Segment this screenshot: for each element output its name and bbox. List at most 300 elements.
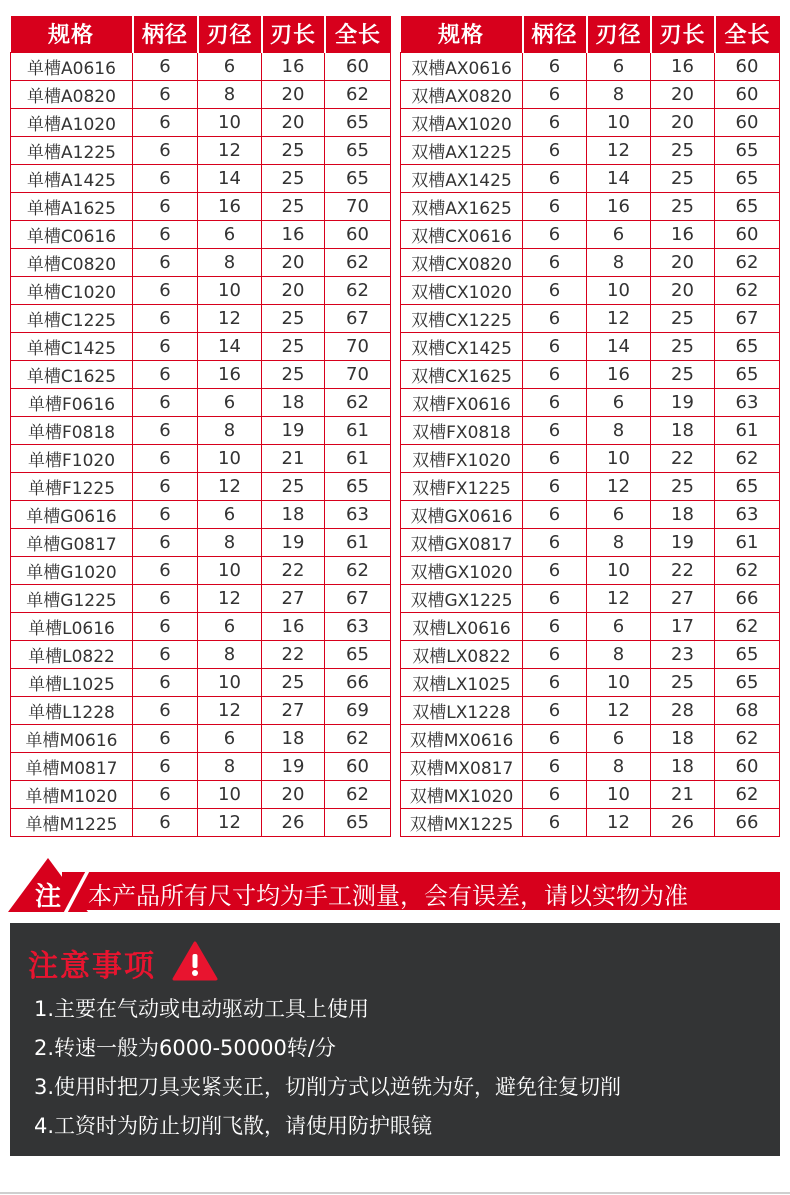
spec-cell: 双槽AX1020 xyxy=(401,108,523,136)
shank-diameter-cell: 6 xyxy=(523,164,587,192)
spec-cell: 双槽CX0616 xyxy=(401,220,523,248)
blade-diameter-cell: 10 xyxy=(198,556,262,584)
caution-item: 2.转速一般为6000-50000转/分 xyxy=(34,1036,336,1060)
total-length-cell: 62 xyxy=(715,612,780,640)
spec-cell: 双槽LX0822 xyxy=(401,640,523,668)
note-text: 本产品所有尺寸均为手工测量，会有误差，请以实物为准 xyxy=(88,882,688,910)
total-length-cell: 61 xyxy=(715,528,780,556)
shank-diameter-cell: 6 xyxy=(133,808,198,836)
table-row xyxy=(401,556,780,584)
total-length-cell: 62 xyxy=(325,388,391,416)
shank-diameter-cell: 6 xyxy=(133,164,198,192)
blade-length-cell: 25 xyxy=(651,360,715,388)
blade-diameter-cell: 14 xyxy=(198,332,262,360)
shank-diameter-cell: 6 xyxy=(133,220,198,248)
spec-cell: 双槽GX1020 xyxy=(401,556,523,584)
table-row xyxy=(401,696,780,724)
table-row xyxy=(11,136,391,164)
blade-diameter-cell: 10 xyxy=(587,556,651,584)
shank-diameter-cell: 6 xyxy=(133,584,198,612)
total-length-cell: 65 xyxy=(715,668,780,696)
blade-length-cell: 20 xyxy=(262,80,325,108)
table-row xyxy=(401,220,780,248)
spec-cell: 双槽FX0818 xyxy=(401,416,523,444)
shank-diameter-cell: 6 xyxy=(523,444,587,472)
blade-length-cell: 25 xyxy=(651,668,715,696)
table-row xyxy=(11,472,391,500)
table-row xyxy=(11,724,391,752)
shank-diameter-cell: 6 xyxy=(133,304,198,332)
total-length-cell: 60 xyxy=(325,752,391,780)
total-length-cell: 60 xyxy=(715,108,780,136)
table-row xyxy=(11,388,391,416)
total-length-cell: 63 xyxy=(715,388,780,416)
total-length-cell: 66 xyxy=(715,584,780,612)
caution-item: 1.主要在气动或电动驱动工具上使用 xyxy=(34,997,370,1021)
spec-cell: 双槽CX1225 xyxy=(401,304,523,332)
table-row xyxy=(401,192,780,220)
spec-cell: 单槽C0820 xyxy=(11,248,133,276)
shank-diameter-cell: 6 xyxy=(523,80,587,108)
blade-diameter-cell: 8 xyxy=(587,80,651,108)
blade-length-cell: 21 xyxy=(651,780,715,808)
spec-cell: 双槽LX0616 xyxy=(401,612,523,640)
table-row xyxy=(11,360,391,388)
spec-cell: 双槽GX0616 xyxy=(401,500,523,528)
blade-length-cell: 18 xyxy=(651,752,715,780)
caution-panel xyxy=(10,923,780,1156)
blade-diameter-cell: 12 xyxy=(198,696,262,724)
table-row xyxy=(11,584,391,612)
blade-diameter-cell: 8 xyxy=(198,248,262,276)
total-length-cell: 62 xyxy=(325,724,391,752)
blade-diameter-cell: 12 xyxy=(198,584,262,612)
table-row xyxy=(11,780,391,808)
shank-diameter-cell: 6 xyxy=(133,556,198,584)
total-length-cell: 60 xyxy=(715,80,780,108)
table-row xyxy=(11,612,391,640)
shank-diameter-cell: 6 xyxy=(133,752,198,780)
caution-title: 注意事项 xyxy=(28,949,156,984)
blade-diameter-cell: 8 xyxy=(198,80,262,108)
header-spec: 规格 xyxy=(11,16,133,52)
total-length-cell: 63 xyxy=(325,612,391,640)
table-row xyxy=(11,528,391,556)
blade-length-cell: 25 xyxy=(262,192,325,220)
total-length-cell: 69 xyxy=(325,696,391,724)
shank-diameter-cell: 6 xyxy=(523,52,587,80)
shank-diameter-cell: 6 xyxy=(133,108,198,136)
blade-diameter-cell: 10 xyxy=(198,444,262,472)
spec-cell: 双槽AX1425 xyxy=(401,164,523,192)
table-row xyxy=(401,332,780,360)
shank-diameter-cell: 6 xyxy=(523,388,587,416)
blade-length-cell: 19 xyxy=(651,528,715,556)
shank-diameter-cell: 6 xyxy=(133,276,198,304)
shank-diameter-cell: 6 xyxy=(133,500,198,528)
shank-diameter-cell: 6 xyxy=(133,724,198,752)
table-row xyxy=(11,696,391,724)
table-row xyxy=(11,192,391,220)
spec-cell: 单槽G1225 xyxy=(11,584,133,612)
blade-diameter-cell: 8 xyxy=(587,248,651,276)
shank-diameter-cell: 6 xyxy=(133,332,198,360)
blade-length-cell: 20 xyxy=(651,108,715,136)
blade-diameter-cell: 12 xyxy=(587,472,651,500)
blade-diameter-cell: 6 xyxy=(198,612,262,640)
total-length-cell: 65 xyxy=(715,192,780,220)
shank-diameter-cell: 6 xyxy=(523,248,587,276)
shank-diameter-cell: 6 xyxy=(523,360,587,388)
table-row xyxy=(11,808,391,836)
total-length-cell: 62 xyxy=(325,248,391,276)
spec-cell: 单槽A1425 xyxy=(11,164,133,192)
blade-diameter-cell: 12 xyxy=(587,584,651,612)
spec-cell: 单槽F1225 xyxy=(11,472,133,500)
total-length-cell: 61 xyxy=(715,416,780,444)
blade-length-cell: 25 xyxy=(262,136,325,164)
blade-length-cell: 21 xyxy=(262,444,325,472)
total-length-cell: 62 xyxy=(325,556,391,584)
blade-length-cell: 25 xyxy=(262,164,325,192)
total-length-cell: 65 xyxy=(715,164,780,192)
blade-diameter-cell: 10 xyxy=(198,668,262,696)
table-row xyxy=(401,668,780,696)
table-row xyxy=(11,752,391,780)
table-header-row xyxy=(401,16,780,52)
blade-length-cell: 20 xyxy=(262,248,325,276)
total-length-cell: 65 xyxy=(325,640,391,668)
blade-length-cell: 22 xyxy=(262,640,325,668)
blade-length-cell: 19 xyxy=(262,416,325,444)
spec-cell: 单槽C1020 xyxy=(11,276,133,304)
shank-diameter-cell: 6 xyxy=(133,780,198,808)
table-row xyxy=(11,640,391,668)
table-row xyxy=(401,388,780,416)
spec-cell: 双槽MX1020 xyxy=(401,780,523,808)
total-length-cell: 65 xyxy=(325,108,391,136)
blade-diameter-cell: 8 xyxy=(198,528,262,556)
spec-cell: 双槽LX1025 xyxy=(401,668,523,696)
spec-cell: 单槽A1020 xyxy=(11,108,133,136)
total-length-cell: 62 xyxy=(715,780,780,808)
blade-diameter-cell: 16 xyxy=(587,192,651,220)
total-length-cell: 65 xyxy=(325,472,391,500)
total-length-cell: 70 xyxy=(325,192,391,220)
header-blade-length: 刃长 xyxy=(262,16,325,52)
blade-length-cell: 26 xyxy=(262,808,325,836)
table-row xyxy=(11,108,391,136)
blade-diameter-cell: 6 xyxy=(587,52,651,80)
blade-length-cell: 28 xyxy=(651,696,715,724)
blade-diameter-cell: 6 xyxy=(587,220,651,248)
blade-diameter-cell: 10 xyxy=(198,108,262,136)
blade-diameter-cell: 6 xyxy=(587,500,651,528)
shank-diameter-cell: 6 xyxy=(523,304,587,332)
spec-cell: 单槽M1225 xyxy=(11,808,133,836)
blade-diameter-cell: 8 xyxy=(587,416,651,444)
blade-diameter-cell: 6 xyxy=(198,388,262,416)
shank-diameter-cell: 6 xyxy=(133,388,198,416)
table-row xyxy=(401,500,780,528)
blade-length-cell: 25 xyxy=(651,472,715,500)
spec-cell: 双槽AX1225 xyxy=(401,136,523,164)
table-row xyxy=(11,668,391,696)
table-row xyxy=(401,584,780,612)
blade-length-cell: 18 xyxy=(651,724,715,752)
spec-cell: 双槽AX1625 xyxy=(401,192,523,220)
total-length-cell: 65 xyxy=(715,640,780,668)
shank-diameter-cell: 6 xyxy=(523,780,587,808)
blade-length-cell: 25 xyxy=(651,164,715,192)
blade-diameter-cell: 6 xyxy=(198,220,262,248)
shank-diameter-cell: 6 xyxy=(523,500,587,528)
total-length-cell: 62 xyxy=(325,780,391,808)
table-row xyxy=(401,52,780,80)
table-row xyxy=(401,444,780,472)
spec-cell: 双槽CX1425 xyxy=(401,332,523,360)
warning-icon xyxy=(172,941,218,981)
caution-item: 4.工资时为防止切削飞散，请使用防护眼镜 xyxy=(34,1114,433,1138)
blade-diameter-cell: 10 xyxy=(587,780,651,808)
spec-cell: 双槽FX1020 xyxy=(401,444,523,472)
blade-length-cell: 20 xyxy=(262,780,325,808)
blade-diameter-cell: 12 xyxy=(198,808,262,836)
shank-diameter-cell: 6 xyxy=(523,528,587,556)
header-total-length: 全长 xyxy=(325,16,391,52)
total-length-cell: 61 xyxy=(325,416,391,444)
total-length-cell: 66 xyxy=(715,808,780,836)
blade-length-cell: 26 xyxy=(651,808,715,836)
blade-diameter-cell: 8 xyxy=(198,416,262,444)
total-length-cell: 62 xyxy=(715,724,780,752)
total-length-cell: 62 xyxy=(715,444,780,472)
shank-diameter-cell: 6 xyxy=(133,248,198,276)
bottom-divider xyxy=(0,1192,790,1194)
total-length-cell: 65 xyxy=(715,136,780,164)
shank-diameter-cell: 6 xyxy=(523,752,587,780)
shank-diameter-cell: 6 xyxy=(523,724,587,752)
blade-length-cell: 20 xyxy=(651,248,715,276)
spec-cell: 双槽AX0616 xyxy=(401,52,523,80)
header-spec: 规格 xyxy=(401,16,523,52)
header-shank-diameter: 柄径 xyxy=(523,16,587,52)
blade-diameter-cell: 8 xyxy=(198,640,262,668)
blade-diameter-cell: 6 xyxy=(198,52,262,80)
shank-diameter-cell: 6 xyxy=(133,612,198,640)
table-row xyxy=(11,332,391,360)
table-row xyxy=(11,276,391,304)
spec-cell: 单槽A1225 xyxy=(11,136,133,164)
shank-diameter-cell: 6 xyxy=(523,556,587,584)
blade-length-cell: 18 xyxy=(262,500,325,528)
shank-diameter-cell: 6 xyxy=(133,192,198,220)
blade-diameter-cell: 16 xyxy=(587,360,651,388)
blade-length-cell: 27 xyxy=(262,584,325,612)
shank-diameter-cell: 6 xyxy=(133,444,198,472)
shank-diameter-cell: 6 xyxy=(133,52,198,80)
total-length-cell: 65 xyxy=(325,164,391,192)
spec-cell: 双槽FX0616 xyxy=(401,388,523,416)
spec-cell: 双槽CX1625 xyxy=(401,360,523,388)
table-row xyxy=(11,80,391,108)
spec-cell: 双槽AX0820 xyxy=(401,80,523,108)
total-length-cell: 60 xyxy=(715,52,780,80)
blade-length-cell: 22 xyxy=(262,556,325,584)
blade-diameter-cell: 6 xyxy=(198,500,262,528)
table-row xyxy=(401,780,780,808)
total-length-cell: 65 xyxy=(325,808,391,836)
table-row xyxy=(11,556,391,584)
blade-diameter-cell: 12 xyxy=(587,136,651,164)
shank-diameter-cell: 6 xyxy=(523,668,587,696)
shank-diameter-cell: 6 xyxy=(523,276,587,304)
header-blade-diameter: 刃径 xyxy=(587,16,651,52)
total-length-cell: 61 xyxy=(325,528,391,556)
blade-length-cell: 18 xyxy=(262,724,325,752)
total-length-cell: 70 xyxy=(325,360,391,388)
blade-length-cell: 20 xyxy=(262,108,325,136)
spec-cell: 单槽L1025 xyxy=(11,668,133,696)
shank-diameter-cell: 6 xyxy=(133,80,198,108)
total-length-cell: 63 xyxy=(325,500,391,528)
table-header-row xyxy=(11,16,391,52)
shank-diameter-cell: 6 xyxy=(523,416,587,444)
table-row xyxy=(401,304,780,332)
blade-length-cell: 16 xyxy=(262,612,325,640)
spec-cell: 双槽CX1020 xyxy=(401,276,523,304)
spec-cell: 单槽F0616 xyxy=(11,388,133,416)
blade-length-cell: 16 xyxy=(651,52,715,80)
table-row xyxy=(401,640,780,668)
spec-cell: 单槽A0616 xyxy=(11,52,133,80)
spec-table-single-flute xyxy=(10,16,391,837)
blade-length-cell: 23 xyxy=(651,640,715,668)
spec-cell: 双槽MX0817 xyxy=(401,752,523,780)
blade-length-cell: 25 xyxy=(651,136,715,164)
spec-cell: 单槽G0616 xyxy=(11,500,133,528)
shank-diameter-cell: 6 xyxy=(133,472,198,500)
spec-cell: 单槽F1020 xyxy=(11,444,133,472)
table-row xyxy=(11,416,391,444)
total-length-cell: 60 xyxy=(715,220,780,248)
table-row xyxy=(11,220,391,248)
shank-diameter-cell: 6 xyxy=(133,360,198,388)
blade-diameter-cell: 16 xyxy=(198,360,262,388)
blade-length-cell: 19 xyxy=(262,528,325,556)
table-row xyxy=(11,444,391,472)
blade-diameter-cell: 8 xyxy=(198,752,262,780)
spec-cell: 单槽C1425 xyxy=(11,332,133,360)
spec-cell: 单槽F0818 xyxy=(11,416,133,444)
total-length-cell: 65 xyxy=(325,136,391,164)
blade-diameter-cell: 10 xyxy=(587,108,651,136)
total-length-cell: 65 xyxy=(715,332,780,360)
table-body xyxy=(11,52,391,836)
total-length-cell: 65 xyxy=(715,472,780,500)
table-row xyxy=(401,416,780,444)
measurement-note-banner xyxy=(8,858,780,914)
table-row xyxy=(401,528,780,556)
shank-diameter-cell: 6 xyxy=(523,220,587,248)
shank-diameter-cell: 6 xyxy=(523,696,587,724)
table-row xyxy=(401,472,780,500)
table-row xyxy=(401,248,780,276)
blade-length-cell: 19 xyxy=(262,752,325,780)
blade-length-cell: 22 xyxy=(651,556,715,584)
blade-length-cell: 18 xyxy=(651,416,715,444)
blade-diameter-cell: 12 xyxy=(198,472,262,500)
spec-cell: 单槽G0817 xyxy=(11,528,133,556)
caution-item: 3.使用时把刀具夹紧夹正，切削方式以逆铣为好，避免往复切削 xyxy=(34,1075,622,1099)
header-blade-diameter: 刃径 xyxy=(198,16,262,52)
blade-diameter-cell: 6 xyxy=(587,388,651,416)
blade-diameter-cell: 10 xyxy=(587,444,651,472)
blade-length-cell: 25 xyxy=(262,304,325,332)
spec-cell: 双槽CX0820 xyxy=(401,248,523,276)
spec-cell: 单槽C1225 xyxy=(11,304,133,332)
spec-cell: 双槽LX1228 xyxy=(401,696,523,724)
table-row xyxy=(11,248,391,276)
total-length-cell: 68 xyxy=(715,696,780,724)
note-mark: 注 xyxy=(34,882,61,912)
spec-cell: 双槽GX1225 xyxy=(401,584,523,612)
blade-length-cell: 18 xyxy=(262,388,325,416)
shank-diameter-cell: 6 xyxy=(133,528,198,556)
blade-length-cell: 17 xyxy=(651,612,715,640)
shank-diameter-cell: 6 xyxy=(133,696,198,724)
table-row xyxy=(401,360,780,388)
total-length-cell: 62 xyxy=(715,248,780,276)
blade-diameter-cell: 12 xyxy=(587,696,651,724)
shank-diameter-cell: 6 xyxy=(523,640,587,668)
blade-length-cell: 16 xyxy=(262,220,325,248)
blade-diameter-cell: 10 xyxy=(198,780,262,808)
total-length-cell: 60 xyxy=(325,220,391,248)
shank-diameter-cell: 6 xyxy=(133,136,198,164)
blade-length-cell: 20 xyxy=(651,276,715,304)
spec-cell: 双槽MX1225 xyxy=(401,808,523,836)
spec-cell: 单槽L1228 xyxy=(11,696,133,724)
blade-diameter-cell: 12 xyxy=(198,304,262,332)
blade-length-cell: 16 xyxy=(262,52,325,80)
total-length-cell: 60 xyxy=(325,52,391,80)
spec-cell: 单槽L0822 xyxy=(11,640,133,668)
blade-length-cell: 25 xyxy=(651,304,715,332)
blade-length-cell: 20 xyxy=(262,276,325,304)
spec-cell: 双槽GX0817 xyxy=(401,528,523,556)
spec-table-double-flute xyxy=(400,16,780,837)
spec-cell: 单槽L0616 xyxy=(11,612,133,640)
table-row xyxy=(11,52,391,80)
blade-diameter-cell: 10 xyxy=(198,276,262,304)
shank-diameter-cell: 6 xyxy=(523,136,587,164)
spec-cell: 单槽C0616 xyxy=(11,220,133,248)
blade-diameter-cell: 12 xyxy=(587,808,651,836)
table-row xyxy=(401,164,780,192)
total-length-cell: 67 xyxy=(715,304,780,332)
blade-diameter-cell: 14 xyxy=(587,332,651,360)
header-blade-length: 刃长 xyxy=(651,16,715,52)
total-length-cell: 60 xyxy=(715,752,780,780)
blade-diameter-cell: 6 xyxy=(587,724,651,752)
blade-length-cell: 25 xyxy=(262,472,325,500)
total-length-cell: 62 xyxy=(325,276,391,304)
shank-diameter-cell: 6 xyxy=(523,612,587,640)
table-row xyxy=(11,164,391,192)
blade-diameter-cell: 10 xyxy=(587,276,651,304)
shank-diameter-cell: 6 xyxy=(523,108,587,136)
